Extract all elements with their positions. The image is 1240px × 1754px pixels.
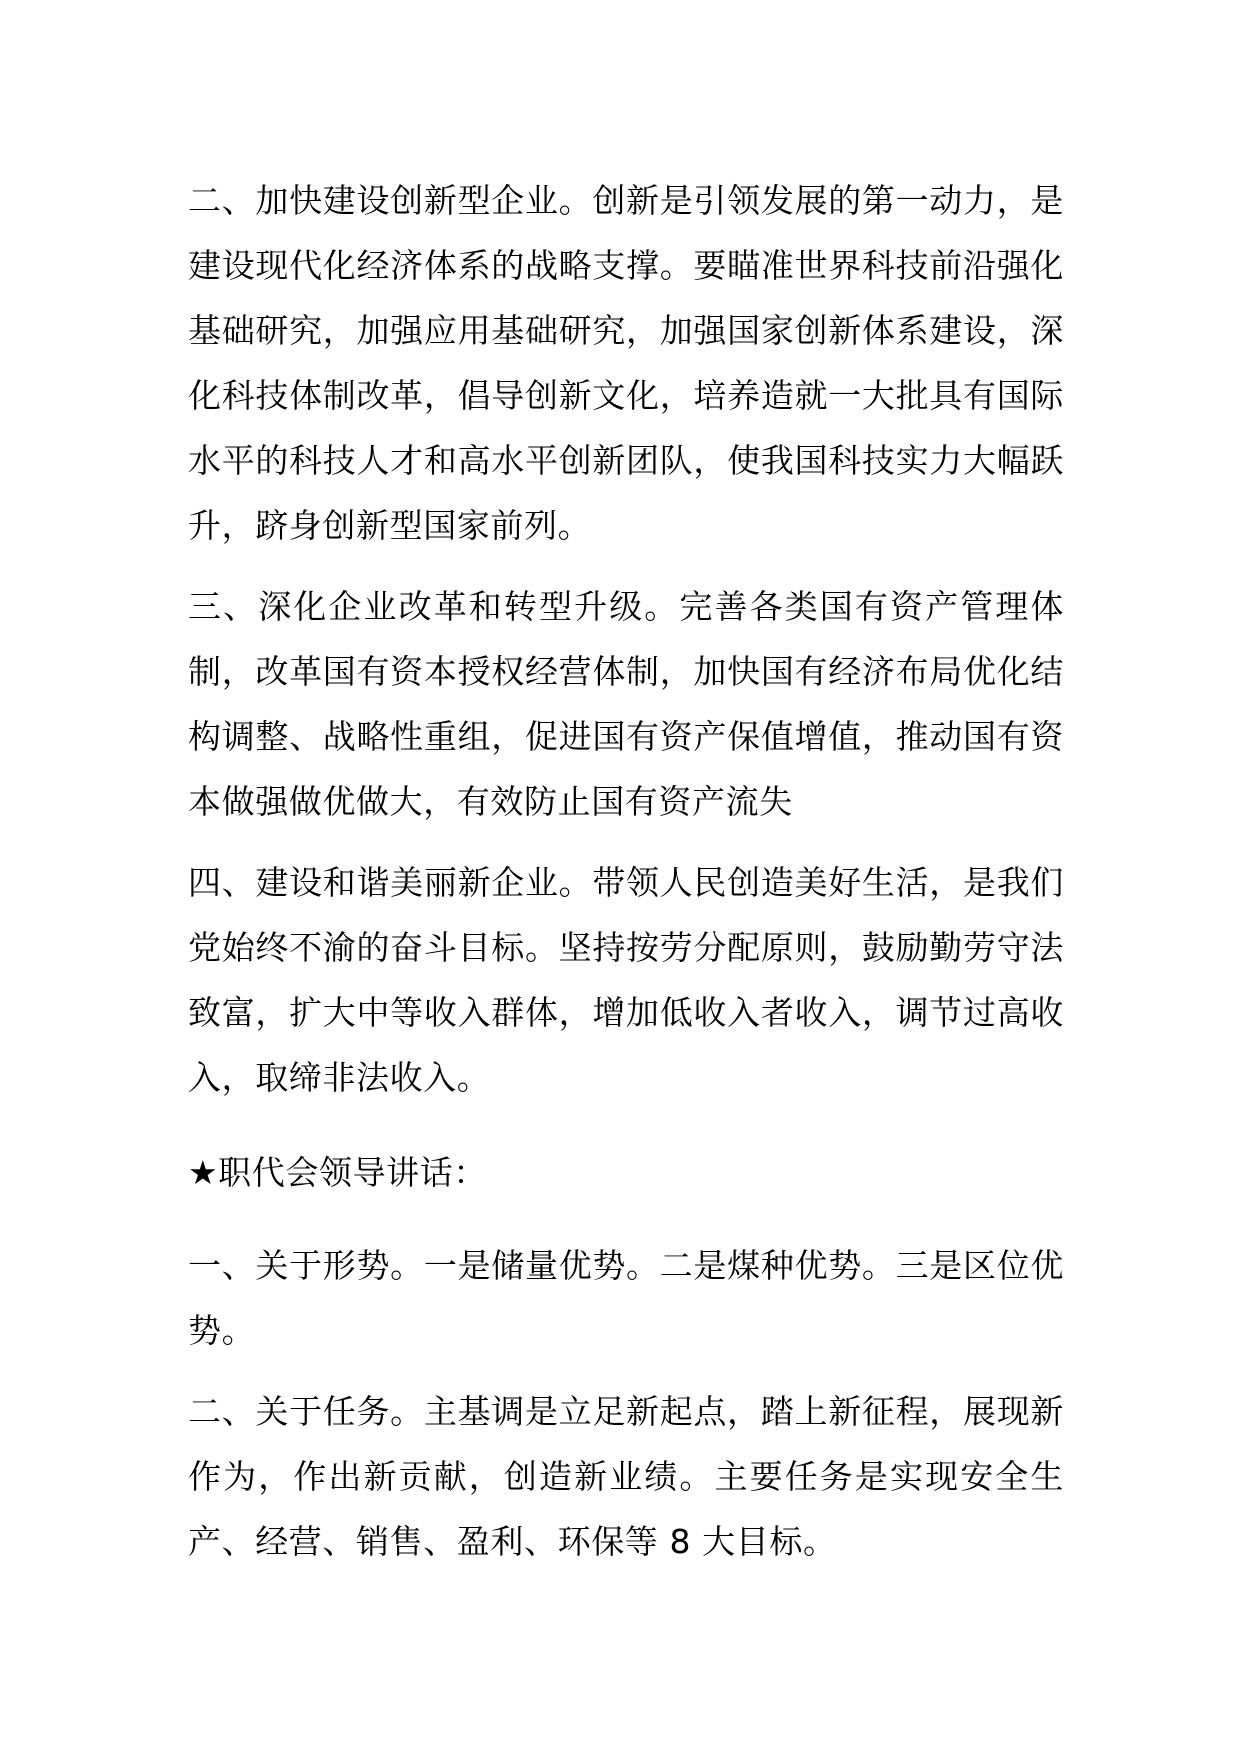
paragraph-innovation: 二、加快建设创新型企业。创新是引领发展的第一动力，是建设现代化经济体系的战略支撑。要瞄准世界科技前沿强化基础研究，加强应用基础研究，加强国家创新体系建设，深化科技体制改革，倡导创新文化，培养造就一大批具有国际水平的科技人才和高水平创新团队，使我国科技实力大幅跃升，跻身创新型国家前列。 [188, 181, 1064, 545]
paragraph-reform: 三、深化企业改革和转型升级。完善各类国有资产管理体制，改革国有资本授权经营体制，加快国有经济布局优化结构调整、战略性重组，促进国有资产保值增值，推动国有资本做强做优做大，有效防止国有资产流失 [188, 587, 1064, 821]
document-body [188, 168, 1064, 1590]
section-heading-leader-speech: ★职代会领导讲话： [188, 1153, 487, 1192]
paragraph-tasks: 二、关于任务。主基调是立足新起点，踏上新征程，展现新作为，作出新贡献，创造新业绩。主要任务是实现安全生产、经营、销售、盈利、环保等 8 大目标。 [188, 1392, 1064, 1561]
paragraph-harmony: 四、建设和谐美丽新企业。带领人民创造美好生活，是我们党始终不渝的奋斗目标。坚持按劳分配原则，鼓励勤劳守法致富，扩大中等收入群体，增加低收入者收入，调节过高收入，取缔非法收入。 [188, 863, 1064, 1097]
paragraph-situation: 一、关于形势。一是储量优势。二是煤种优势。三是区位优势。 [188, 1246, 1064, 1350]
